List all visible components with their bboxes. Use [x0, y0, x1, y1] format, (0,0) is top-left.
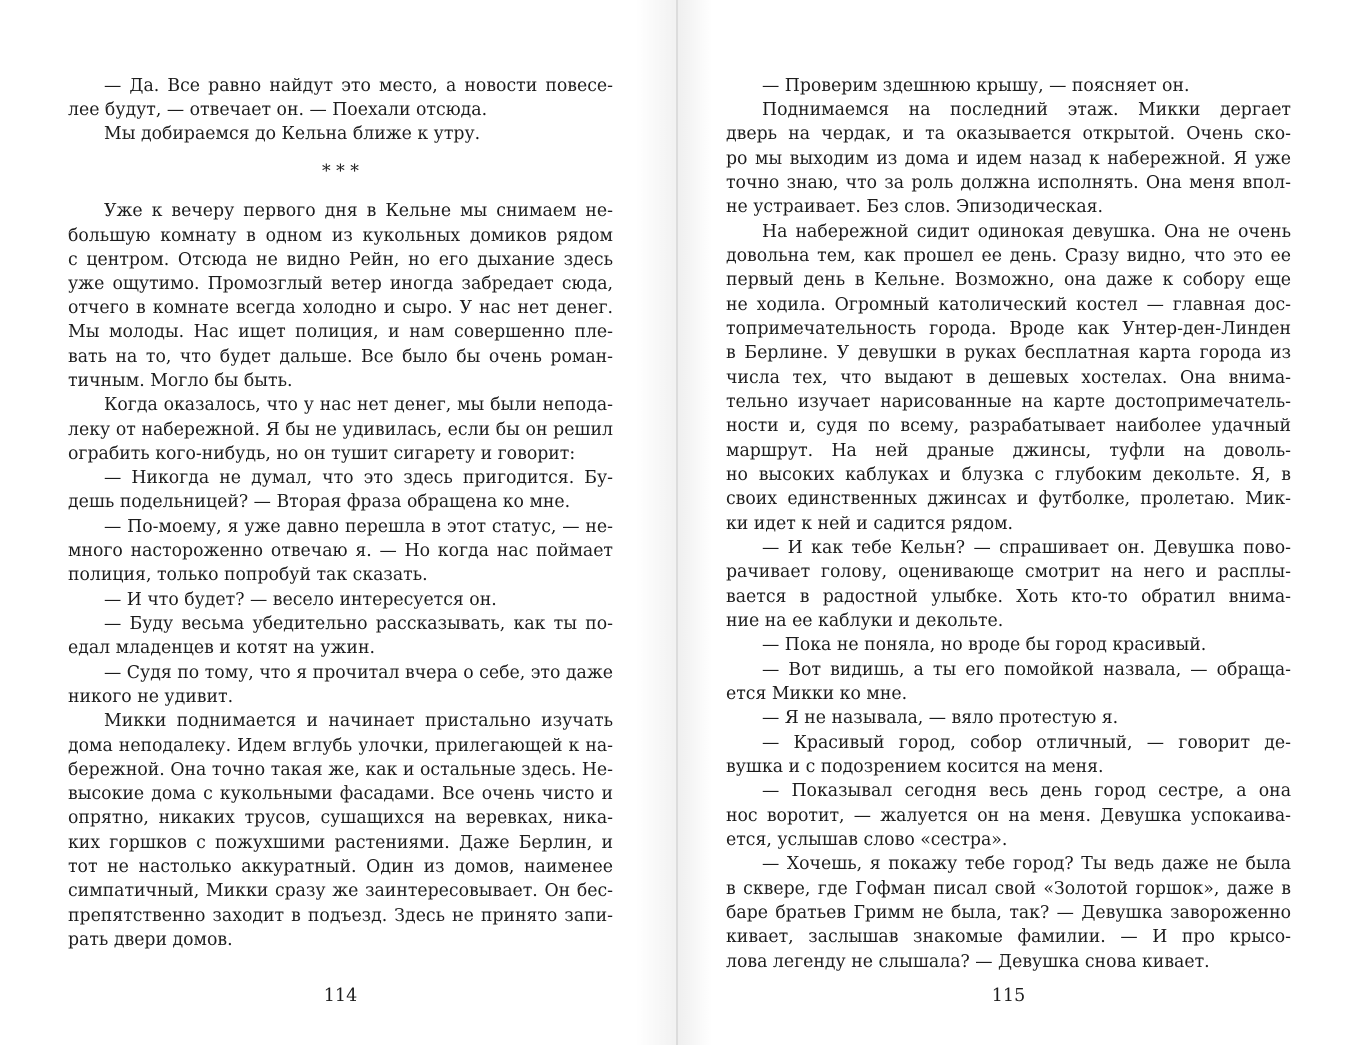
text-line: отчего в комнате всегда холодно и сыро. У нас нет денег. — [68, 298, 613, 318]
text-line: лова легенду не слышала? — Девушка снова кивает. — [726, 952, 1210, 972]
text-line: — Буду весьма убедительно рассказывать, как ты по- — [104, 614, 613, 634]
text-line: нос воротит, — жалуется он на меня. Девушка успокаива- — [726, 806, 1291, 826]
text-line: Мы молоды. Нас ищет полиция, и нам совершенно пле- — [68, 322, 613, 342]
text-line: рать двери домов. — [68, 930, 233, 950]
text-line: высокие дома с кукольными фасадами. Все очень чисто и — [68, 784, 613, 804]
text-line: На набережной сидит одинокая девушка. Она не очень — [762, 222, 1291, 242]
text-line: в Берлине. У девушки в руках бесплатная карта города из — [726, 343, 1291, 363]
text-line: тичным. Могло бы быть. — [68, 371, 293, 391]
text-line: дешь подельницей? — Вторая фраза обращена ко мне. — [68, 492, 571, 512]
text-line: ности и, судя по всему, разрабатывает наиболее удачный — [726, 416, 1291, 436]
page-number: 114 — [323, 986, 358, 1006]
text-line: — Я не называла, — вяло протестую я. — [762, 708, 1119, 728]
text-line: Когда оказалось, что у нас нет денег, мы были непода- — [104, 395, 613, 415]
text-line: числа тех, что выдают в дешевых хостелах. Она внима- — [726, 368, 1291, 388]
text-line: много настороженно отвечаю я. — Но когда нас поймает — [68, 541, 613, 561]
text-line: большую комнату в одном из кукольных домиков рядом — [68, 226, 613, 246]
text-line: довольна тем, как прошел ее день. Сразу видно, что это ее — [726, 246, 1291, 266]
text-line: точно знаю, что за роль должна исполнять. Она меня впол- — [726, 173, 1291, 193]
text-line: не ходила. Огромный католический костел — главная дос- — [726, 295, 1291, 315]
text-line: дома неподалеку. Идем вглубь улочки, прилегающей к на- — [68, 736, 613, 756]
text-line: препятственно заходит в подъезд. Здесь не принято запи- — [68, 906, 613, 926]
text-line: дверь на чердак, и та оказывается открытой. Очень ско- — [726, 124, 1291, 144]
text-line: тельно изучает нарисованные на карте достопримечатель- — [726, 392, 1291, 412]
text-line: ких горшков с пожухшими растениями. Даже Берлин, и — [68, 833, 613, 853]
text-line: — Красивый город, собор отличный, — говорит де- — [762, 733, 1291, 753]
text-line: Микки поднимается и начинает пристально изучать — [104, 711, 613, 731]
text-line: — Пока не поняла, но вроде бы город красивый. — [762, 635, 1207, 655]
text-line: вается в радостной улыбке. Хоть кто-то обратил внима- — [726, 587, 1291, 607]
text-line: — Да. Все равно найдут это место, а новости повесе- — [104, 76, 613, 96]
text-line: — И как тебе Кельн? — спрашивает он. Девушка пово- — [762, 538, 1291, 558]
text-line: ется Микки ко мне. — [726, 684, 908, 704]
text-line: вать на то, что будет дальше. Все было бы очень роман- — [68, 347, 613, 367]
text-line: — Судя по тому, что я прочитал вчера о себе, это даже — [104, 663, 613, 683]
text-line: едал младенцев и котят на ужин. — [68, 638, 375, 658]
text-line: симпатичный, Микки сразу же заинтересовывает. Он бес- — [68, 881, 613, 901]
text-line: рачивает голову, оценивающе смотрит на него и расплы- — [726, 562, 1291, 582]
page-number: 115 — [991, 986, 1026, 1006]
text-line: в сквере, где Гофман писал свой «Золотой горшок», даже в — [726, 879, 1291, 899]
text-line: Поднимаемся на последний этаж. Микки дергает — [762, 100, 1291, 120]
section-separator: * * * — [322, 162, 359, 182]
text-line: никого не удивит. — [68, 687, 234, 707]
text-line: с центром. Отсюда не видно Рейн, но его дыхание здесь — [68, 250, 613, 270]
text-line: ки идет к ней и садится рядом. — [726, 514, 1014, 534]
text-line: топримечательность города. Вроде как Унтер-ден-Линден — [726, 319, 1291, 339]
text-line: маршрут. На ней драные джинсы, туфли на доволь- — [726, 441, 1291, 461]
text-line: кивает, заслышав знакомые фамилии. — И про крысо- — [726, 927, 1291, 947]
text-line: первый день в Кельне. Возможно, она даже к собору еще — [726, 270, 1291, 290]
right-page — [678, 0, 1355, 1045]
text-line: ние на ее каблуки и декольте. — [726, 611, 1004, 631]
text-line: леку от набережной. Я бы не удивилась, если бы он решил — [68, 420, 613, 440]
text-line: ется, услышав слово «сестра». — [726, 830, 1008, 850]
text-line: лее будут, — отвечает он. — Поехали отсюда. — [68, 100, 488, 120]
text-line: ро мы выходим из дома и идем назад к набережной. Я уже — [726, 149, 1291, 169]
text-line: — По-моему, я уже давно перешла в этот статус, — не- — [104, 517, 613, 537]
text-line: — Никогда не думал, что это здесь пригодится. Бу- — [104, 468, 613, 488]
text-line: — И что будет? — весело интересуется он. — [104, 590, 497, 610]
text-line: — Проверим здешнюю крышу, — поясняет он. — [762, 76, 1190, 96]
text-line: опрятно, никаких трусов, сушащихся на веревках, ника- — [68, 808, 613, 828]
text-line: вушка и с подозрением косится на меня. — [726, 757, 1104, 777]
text-line: тот не настолько аккуратный. Один из домов, наименее — [68, 857, 613, 877]
text-line: ограбить кого-нибудь, но он тушит сигарету и говорит: — [68, 444, 576, 464]
text-line: но высоких каблуках и блузка с глубоким декольте. Я, в — [726, 465, 1291, 485]
text-line: Уже к вечеру первого дня в Кельне мы снимаем не- — [104, 201, 613, 221]
text-line: — Показывал сегодня весь день город сестре, а она — [762, 781, 1291, 801]
left-page — [0, 0, 677, 1045]
text-line: Мы добираемся до Кельна ближе к утру. — [104, 124, 481, 144]
text-line: полиция, только попробуй так сказать. — [68, 565, 428, 585]
text-line: — Вот видишь, а ты его помойкой назвала, — обраща- — [762, 660, 1291, 680]
text-line: своих единственных джинсах и футболке, пролетаю. Мик- — [726, 489, 1291, 509]
text-line: — Хочешь, я покажу тебе город? Ты ведь даже не была — [762, 854, 1291, 874]
text-line: не устраивает. Без слов. Эпизодическая. — [726, 197, 1104, 217]
text-line: бережной. Она точно такая же, как и остальные здесь. Не- — [68, 760, 613, 780]
text-line: уже ощутимо. Промозглый ветер иногда забредает сюда, — [68, 274, 613, 294]
text-line: баре братьев Гримм не была, так? — Девушка завороженно — [726, 903, 1291, 923]
